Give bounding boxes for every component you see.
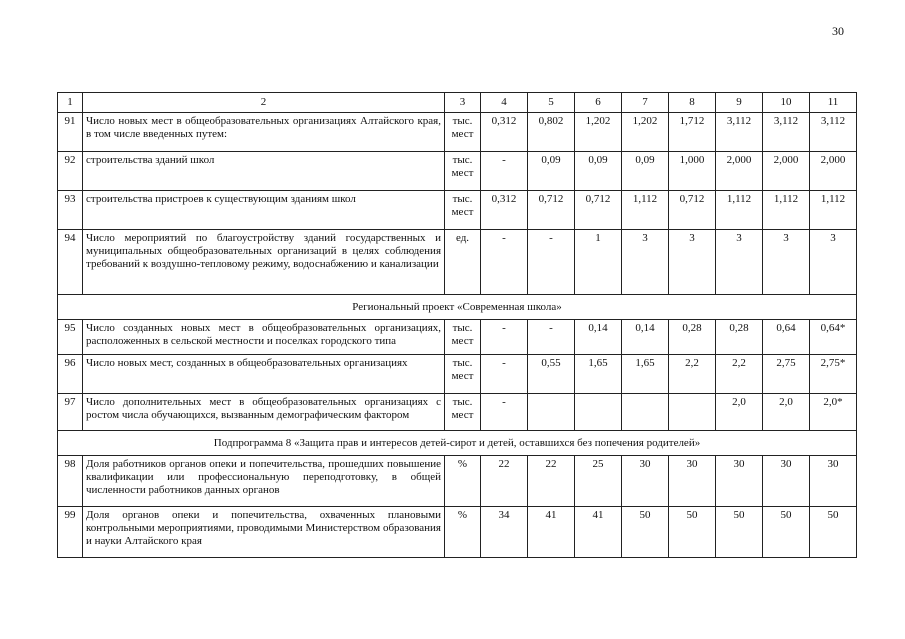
value-cell: 25 <box>575 456 622 507</box>
value-cell: 1,712 <box>669 113 716 152</box>
unit-cell: тыс. мест <box>445 320 481 355</box>
value-cell: 1,65 <box>622 355 669 394</box>
value-cell: 0,712 <box>528 191 575 230</box>
header-cell: 5 <box>528 93 575 113</box>
header-cell: 10 <box>763 93 810 113</box>
value-cell: 50 <box>810 507 857 558</box>
header-cell: 9 <box>716 93 763 113</box>
value-cell: 1 <box>575 230 622 295</box>
value-cell: 1,112 <box>763 191 810 230</box>
value-cell: 2,0 <box>716 394 763 431</box>
value-cell: 50 <box>716 507 763 558</box>
header-cell: 1 <box>58 93 83 113</box>
value-cell: 41 <box>575 507 622 558</box>
indicator-name: строительства зданий школ <box>83 152 445 191</box>
value-cell: 0,28 <box>669 320 716 355</box>
table-row <box>58 152 857 191</box>
row-number: 95 <box>58 320 83 355</box>
header-cell: 2 <box>83 93 445 113</box>
value-cell: 1,202 <box>622 113 669 152</box>
table-row <box>58 113 857 152</box>
header-cell: 8 <box>669 93 716 113</box>
value-cell: 3 <box>622 230 669 295</box>
section-title-subprogram-8: Подпрограмма 8 «Защита прав и интересов детей-сирот и детей, оставшихся без попечения родителей» <box>58 431 857 456</box>
value-cell: 30 <box>763 456 810 507</box>
unit-cell: тыс. мест <box>445 152 481 191</box>
indicator-name: Число дополнительных мест в общеобразовательных организациях с ростом числа обучающихся, вызванным демографическим фактором <box>83 394 445 431</box>
unit-cell: % <box>445 507 481 558</box>
value-cell: 22 <box>528 456 575 507</box>
section-row <box>58 431 857 456</box>
value-cell: 50 <box>763 507 810 558</box>
indicator-name: строительства пристроев к существующим зданиям школ <box>83 191 445 230</box>
value-cell: 0,55 <box>528 355 575 394</box>
header-cell: 6 <box>575 93 622 113</box>
table-row <box>58 230 857 295</box>
indicator-name: Число новых мест, созданных в общеобразовательных организациях <box>83 355 445 394</box>
value-cell: - <box>481 394 528 431</box>
value-cell: 22 <box>481 456 528 507</box>
row-number: 99 <box>58 507 83 558</box>
value-cell: 1,65 <box>575 355 622 394</box>
value-cell: 2,2 <box>669 355 716 394</box>
value-cell: 0,09 <box>622 152 669 191</box>
indicator-name: Доля органов опеки и попечительства, охваченных плановыми контрольными мероприятиями, проводимыми Министерством образования и науки Алтайского края <box>83 507 445 558</box>
value-cell: 3,112 <box>763 113 810 152</box>
unit-cell: % <box>445 456 481 507</box>
row-number: 97 <box>58 394 83 431</box>
value-cell: 2,000 <box>810 152 857 191</box>
value-cell: 0,64* <box>810 320 857 355</box>
value-cell: 3 <box>810 230 857 295</box>
value-cell: 0,802 <box>528 113 575 152</box>
value-cell: - <box>528 320 575 355</box>
value-cell: 3,112 <box>716 113 763 152</box>
header-cell: 3 <box>445 93 481 113</box>
value-cell <box>575 394 622 431</box>
value-cell: 2,0 <box>763 394 810 431</box>
value-cell: 30 <box>669 456 716 507</box>
value-cell: 3 <box>716 230 763 295</box>
value-cell: 2,75 <box>763 355 810 394</box>
header-cell: 7 <box>622 93 669 113</box>
row-number: 98 <box>58 456 83 507</box>
value-cell: - <box>481 355 528 394</box>
value-cell: 30 <box>716 456 763 507</box>
value-cell: 0,09 <box>575 152 622 191</box>
row-number: 96 <box>58 355 83 394</box>
value-cell <box>622 394 669 431</box>
section-title-regional-project: Региональный проект «Современная школа» <box>58 295 857 320</box>
unit-cell: ед. <box>445 230 481 295</box>
value-cell: 50 <box>669 507 716 558</box>
unit-cell: тыс. мест <box>445 113 481 152</box>
value-cell: 34 <box>481 507 528 558</box>
unit-cell: тыс. мест <box>445 191 481 230</box>
header-cell: 4 <box>481 93 528 113</box>
indicator-name: Число мероприятий по благоустройству зданий государственных и муниципальных общеобразовательных организаций в целях соблюдения требований к воздушно-тепловому режиму, водоснабжению и канализации <box>83 230 445 295</box>
row-number: 94 <box>58 230 83 295</box>
indicator-name: Доля работников органов опеки и попечительства, прошедших повышение квалификации или профессиональную переподготовку, в общей численности работников данных органов <box>83 456 445 507</box>
table-row <box>58 355 857 394</box>
value-cell: 0,64 <box>763 320 810 355</box>
table-row <box>58 456 857 507</box>
value-cell: 30 <box>622 456 669 507</box>
value-cell: 2,75* <box>810 355 857 394</box>
value-cell: 0,712 <box>575 191 622 230</box>
value-cell: 50 <box>622 507 669 558</box>
value-cell: 2,000 <box>716 152 763 191</box>
section-row <box>58 295 857 320</box>
value-cell: 0,09 <box>528 152 575 191</box>
value-cell: 0,312 <box>481 191 528 230</box>
value-cell <box>669 394 716 431</box>
value-cell: 1,000 <box>669 152 716 191</box>
table-row <box>58 507 857 558</box>
unit-cell: тыс. мест <box>445 355 481 394</box>
value-cell: 0,712 <box>669 191 716 230</box>
row-number: 91 <box>58 113 83 152</box>
value-cell: 2,0* <box>810 394 857 431</box>
table-row <box>58 394 857 431</box>
page-number: 30 <box>832 24 844 38</box>
indicator-name: Число новых мест в общеобразовательных организациях Алтайского края, в том числе введенных путем: <box>83 113 445 152</box>
value-cell: 3 <box>669 230 716 295</box>
header-cell: 11 <box>810 93 857 113</box>
value-cell: 2,000 <box>763 152 810 191</box>
value-cell: - <box>481 230 528 295</box>
value-cell <box>528 394 575 431</box>
value-cell: 1,112 <box>716 191 763 230</box>
value-cell: 1,202 <box>575 113 622 152</box>
table-row <box>58 320 857 355</box>
value-cell: 30 <box>810 456 857 507</box>
value-cell: 41 <box>528 507 575 558</box>
value-cell: - <box>481 320 528 355</box>
value-cell: - <box>528 230 575 295</box>
value-cell: 0,312 <box>481 113 528 152</box>
value-cell: 0,14 <box>622 320 669 355</box>
value-cell: 0,28 <box>716 320 763 355</box>
value-cell: 0,14 <box>575 320 622 355</box>
value-cell: - <box>481 152 528 191</box>
indicator-name: Число созданных новых мест в общеобразовательных организациях, расположенных в сельской местности и поселках городского типа <box>83 320 445 355</box>
table-row <box>58 191 857 230</box>
unit-cell: тыс. мест <box>445 394 481 431</box>
value-cell: 3,112 <box>810 113 857 152</box>
row-number: 93 <box>58 191 83 230</box>
value-cell: 1,112 <box>622 191 669 230</box>
value-cell: 1,112 <box>810 191 857 230</box>
value-cell: 2,2 <box>716 355 763 394</box>
header-row <box>58 93 857 113</box>
row-number: 92 <box>58 152 83 191</box>
value-cell: 3 <box>763 230 810 295</box>
indicators-table <box>57 92 857 558</box>
